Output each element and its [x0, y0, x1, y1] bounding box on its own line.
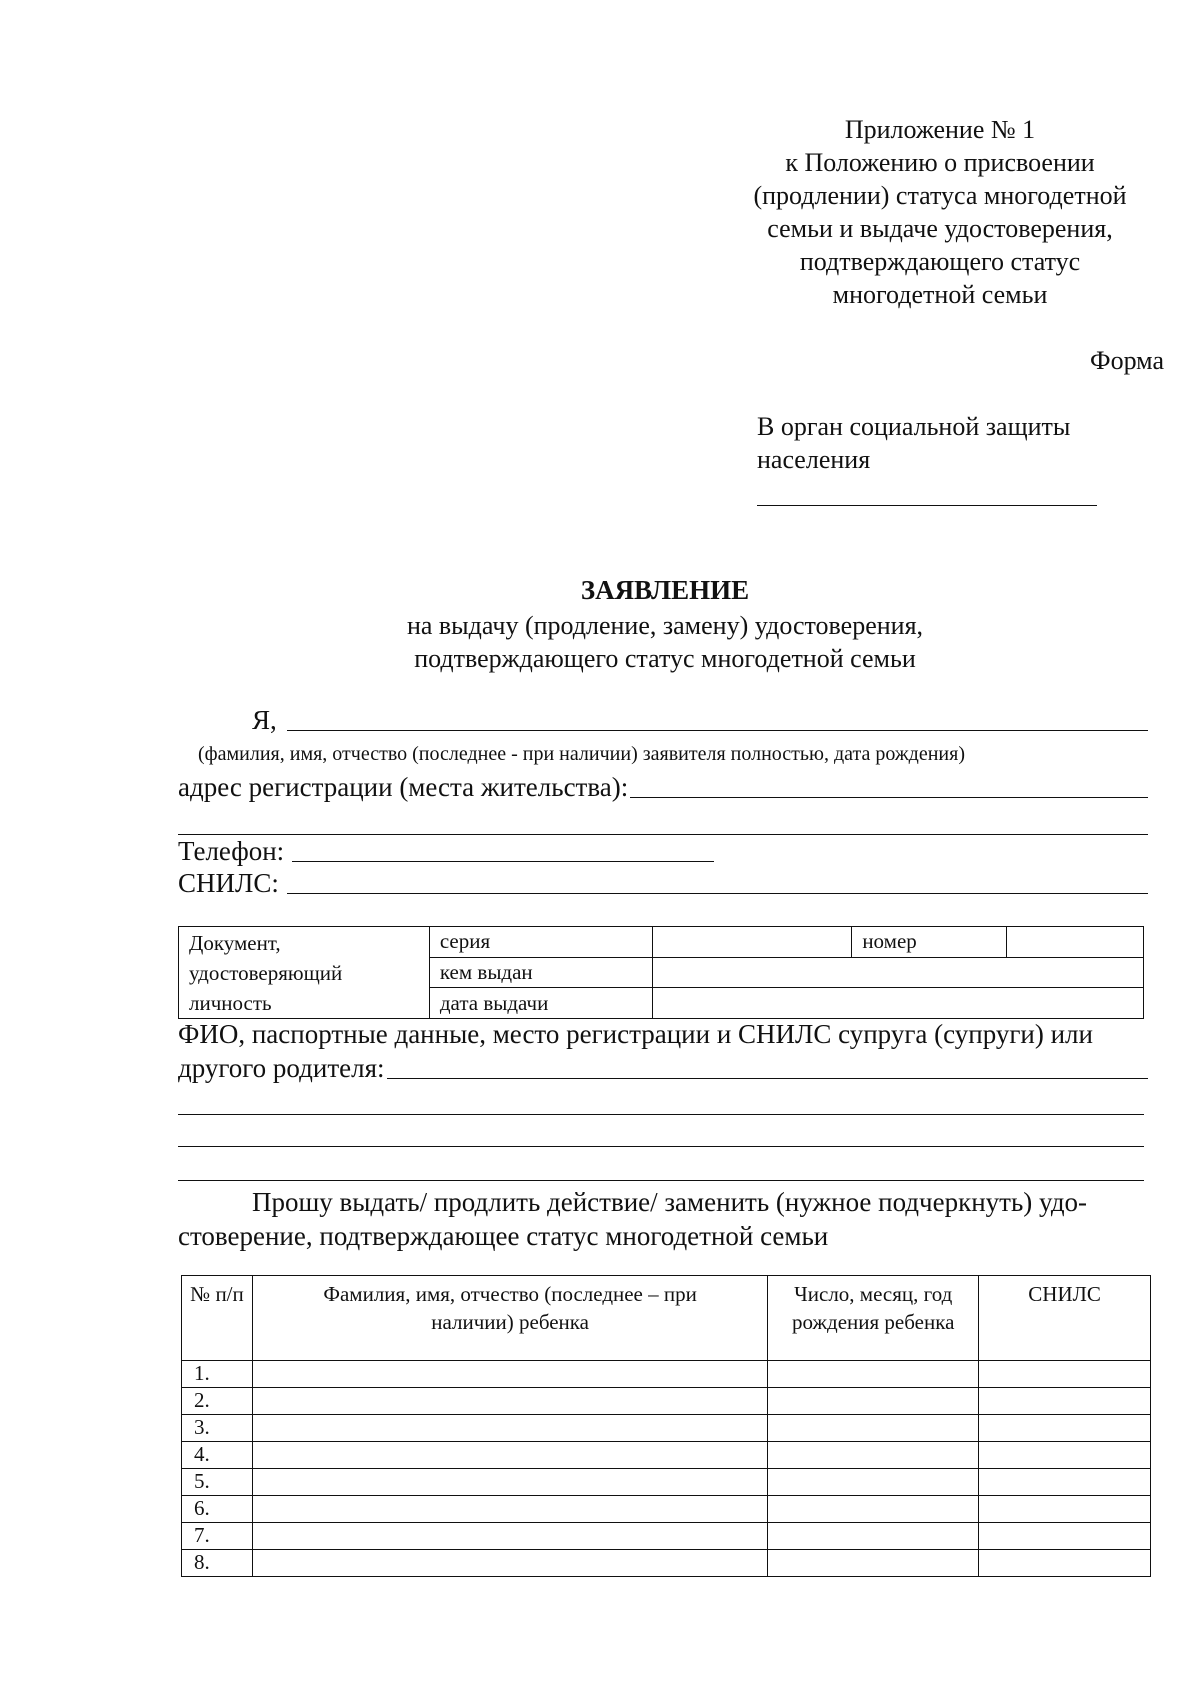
request-line-1: Прошу выдать/ продлить действие/ заменить (нужное подчеркнуть) удо- — [252, 1187, 1088, 1217]
appendix-line: подтверждающего статус — [799, 247, 1081, 276]
child-name-cell[interactable] — [252, 1550, 767, 1577]
identity-doc-label — [179, 927, 430, 1019]
child-snils-cell[interactable] — [979, 1523, 1151, 1550]
table-row — [179, 927, 1144, 958]
address-row — [178, 772, 1148, 803]
child-name-cell[interactable] — [252, 1496, 767, 1523]
appendix-header — [700, 113, 1180, 311]
snils-field[interactable] — [287, 892, 1148, 894]
child-snils-cell[interactable] — [979, 1550, 1151, 1577]
spouse-field-line-4[interactable] — [178, 1180, 1144, 1181]
child-name-cell[interactable] — [252, 1523, 767, 1550]
page-title: ЗАЯВЛЕНИЕ — [580, 575, 750, 605]
spouse-label-line-1: ФИО, паспортные данные, место регистрации и СНИЛС супруга (супруги) или — [178, 1019, 1093, 1049]
series-label: серия — [429, 927, 652, 958]
child-name-cell[interactable] — [252, 1415, 767, 1442]
snils-label: СНИЛС: — [178, 868, 279, 898]
row-number: 8. — [182, 1550, 253, 1577]
child-snils-cell[interactable] — [979, 1388, 1151, 1415]
table-row — [182, 1469, 1151, 1496]
subtitle-line-1: на выдачу (продление, замену) удостоверения, — [406, 611, 924, 640]
request-line-2: стоверение, подтверждающее статус многодетной семьи — [178, 1221, 829, 1251]
child-birth-cell[interactable] — [768, 1523, 979, 1550]
spouse-label-line-2: другого родителя: — [178, 1053, 385, 1083]
child-birth-cell[interactable] — [768, 1469, 979, 1496]
header-num: № п/п — [182, 1276, 253, 1361]
row-number: 4. — [182, 1442, 253, 1469]
issued-by-label: кем выдан — [429, 957, 652, 988]
row-number: 1. — [182, 1361, 253, 1388]
addressee-fill-line[interactable] — [757, 505, 1097, 506]
child-name-cell[interactable] — [252, 1469, 767, 1496]
spouse-field[interactable] — [387, 1077, 1148, 1079]
phone-label: Телефон: — [178, 836, 285, 866]
child-snils-cell[interactable] — [979, 1469, 1151, 1496]
issue-date-field[interactable] — [652, 988, 1143, 1019]
row-number: 2. — [182, 1388, 253, 1415]
address-field[interactable] — [630, 796, 1148, 798]
issue-date-label: дата выдачи — [429, 988, 652, 1019]
applicant-caption: (фамилия, имя, отчество (последнее - при наличии) заявителя полностью, дата рождения) — [198, 743, 965, 765]
child-birth-cell[interactable] — [768, 1415, 979, 1442]
child-snils-cell[interactable] — [979, 1442, 1151, 1469]
addressee-line-2: населения — [757, 445, 871, 474]
spouse-row — [178, 1053, 1148, 1084]
child-name-cell[interactable] — [252, 1361, 767, 1388]
children-table — [181, 1275, 1151, 1577]
spouse-field-line-3[interactable] — [178, 1146, 1144, 1147]
table-row — [182, 1442, 1151, 1469]
number-field[interactable] — [1007, 927, 1144, 958]
table-row — [182, 1523, 1151, 1550]
address-field-line-2[interactable] — [178, 834, 1148, 835]
table-row — [182, 1550, 1151, 1577]
appendix-line: семьи и выдаче удостоверения, — [767, 214, 1113, 243]
child-birth-cell[interactable] — [768, 1442, 979, 1469]
addressee — [757, 410, 1070, 476]
child-snils-cell[interactable] — [979, 1415, 1151, 1442]
series-field[interactable] — [652, 927, 852, 958]
table-row — [182, 1415, 1151, 1442]
applicant-name-row — [252, 705, 1148, 736]
child-name-cell[interactable] — [252, 1388, 767, 1415]
row-number: 3. — [182, 1415, 253, 1442]
table-row — [182, 1361, 1151, 1388]
table-row — [182, 1496, 1151, 1523]
row-number: 5. — [182, 1469, 253, 1496]
child-birth-cell[interactable] — [768, 1388, 979, 1415]
phone-field[interactable] — [292, 860, 714, 862]
applicant-name-field[interactable] — [287, 729, 1148, 731]
row-number: 6. — [182, 1496, 253, 1523]
issued-by-field[interactable] — [652, 957, 1143, 988]
subtitle-line-2: подтверждающего статус многодетной семьи — [414, 644, 916, 673]
appendix-line: (продлении) статуса многодетной — [753, 181, 1127, 210]
header-name: Фамилия, имя, отчество (последнее – при наличии) ребенка — [252, 1276, 767, 1361]
addressee-line-1: В орган социальной защиты — [757, 412, 1071, 441]
appendix-line: многодетной семьи — [832, 280, 1048, 309]
identity-doc-label-line: Документ, — [189, 931, 281, 955]
table-header-row — [182, 1276, 1151, 1361]
child-birth-cell[interactable] — [768, 1550, 979, 1577]
identity-document-table — [178, 926, 1144, 1019]
form-label: Форма — [1090, 346, 1164, 375]
child-name-cell[interactable] — [252, 1442, 767, 1469]
table-row — [182, 1388, 1151, 1415]
page-subtitle — [0, 609, 1200, 675]
address-label: адрес регистрации (места жительства): — [178, 772, 629, 802]
header-birth: Число, месяц, год рождения ребенка — [768, 1276, 979, 1361]
child-birth-cell[interactable] — [768, 1496, 979, 1523]
child-birth-cell[interactable] — [768, 1361, 979, 1388]
spouse-field-line-2[interactable] — [178, 1114, 1144, 1115]
header-snils: СНИЛС — [979, 1276, 1151, 1361]
child-snils-cell[interactable] — [979, 1361, 1151, 1388]
identity-doc-label-line: личность — [189, 991, 272, 1015]
appendix-line: к Положению о присвоении — [785, 148, 1095, 177]
applicant-prefix: Я, — [252, 705, 277, 735]
row-number: 7. — [182, 1523, 253, 1550]
identity-doc-label-line: удостоверяющий — [189, 961, 343, 985]
appendix-line: Приложение № 1 — [844, 115, 1036, 144]
number-label: номер — [852, 927, 1007, 958]
snils-row — [178, 868, 1148, 899]
child-snils-cell[interactable] — [979, 1496, 1151, 1523]
phone-row — [178, 836, 714, 867]
